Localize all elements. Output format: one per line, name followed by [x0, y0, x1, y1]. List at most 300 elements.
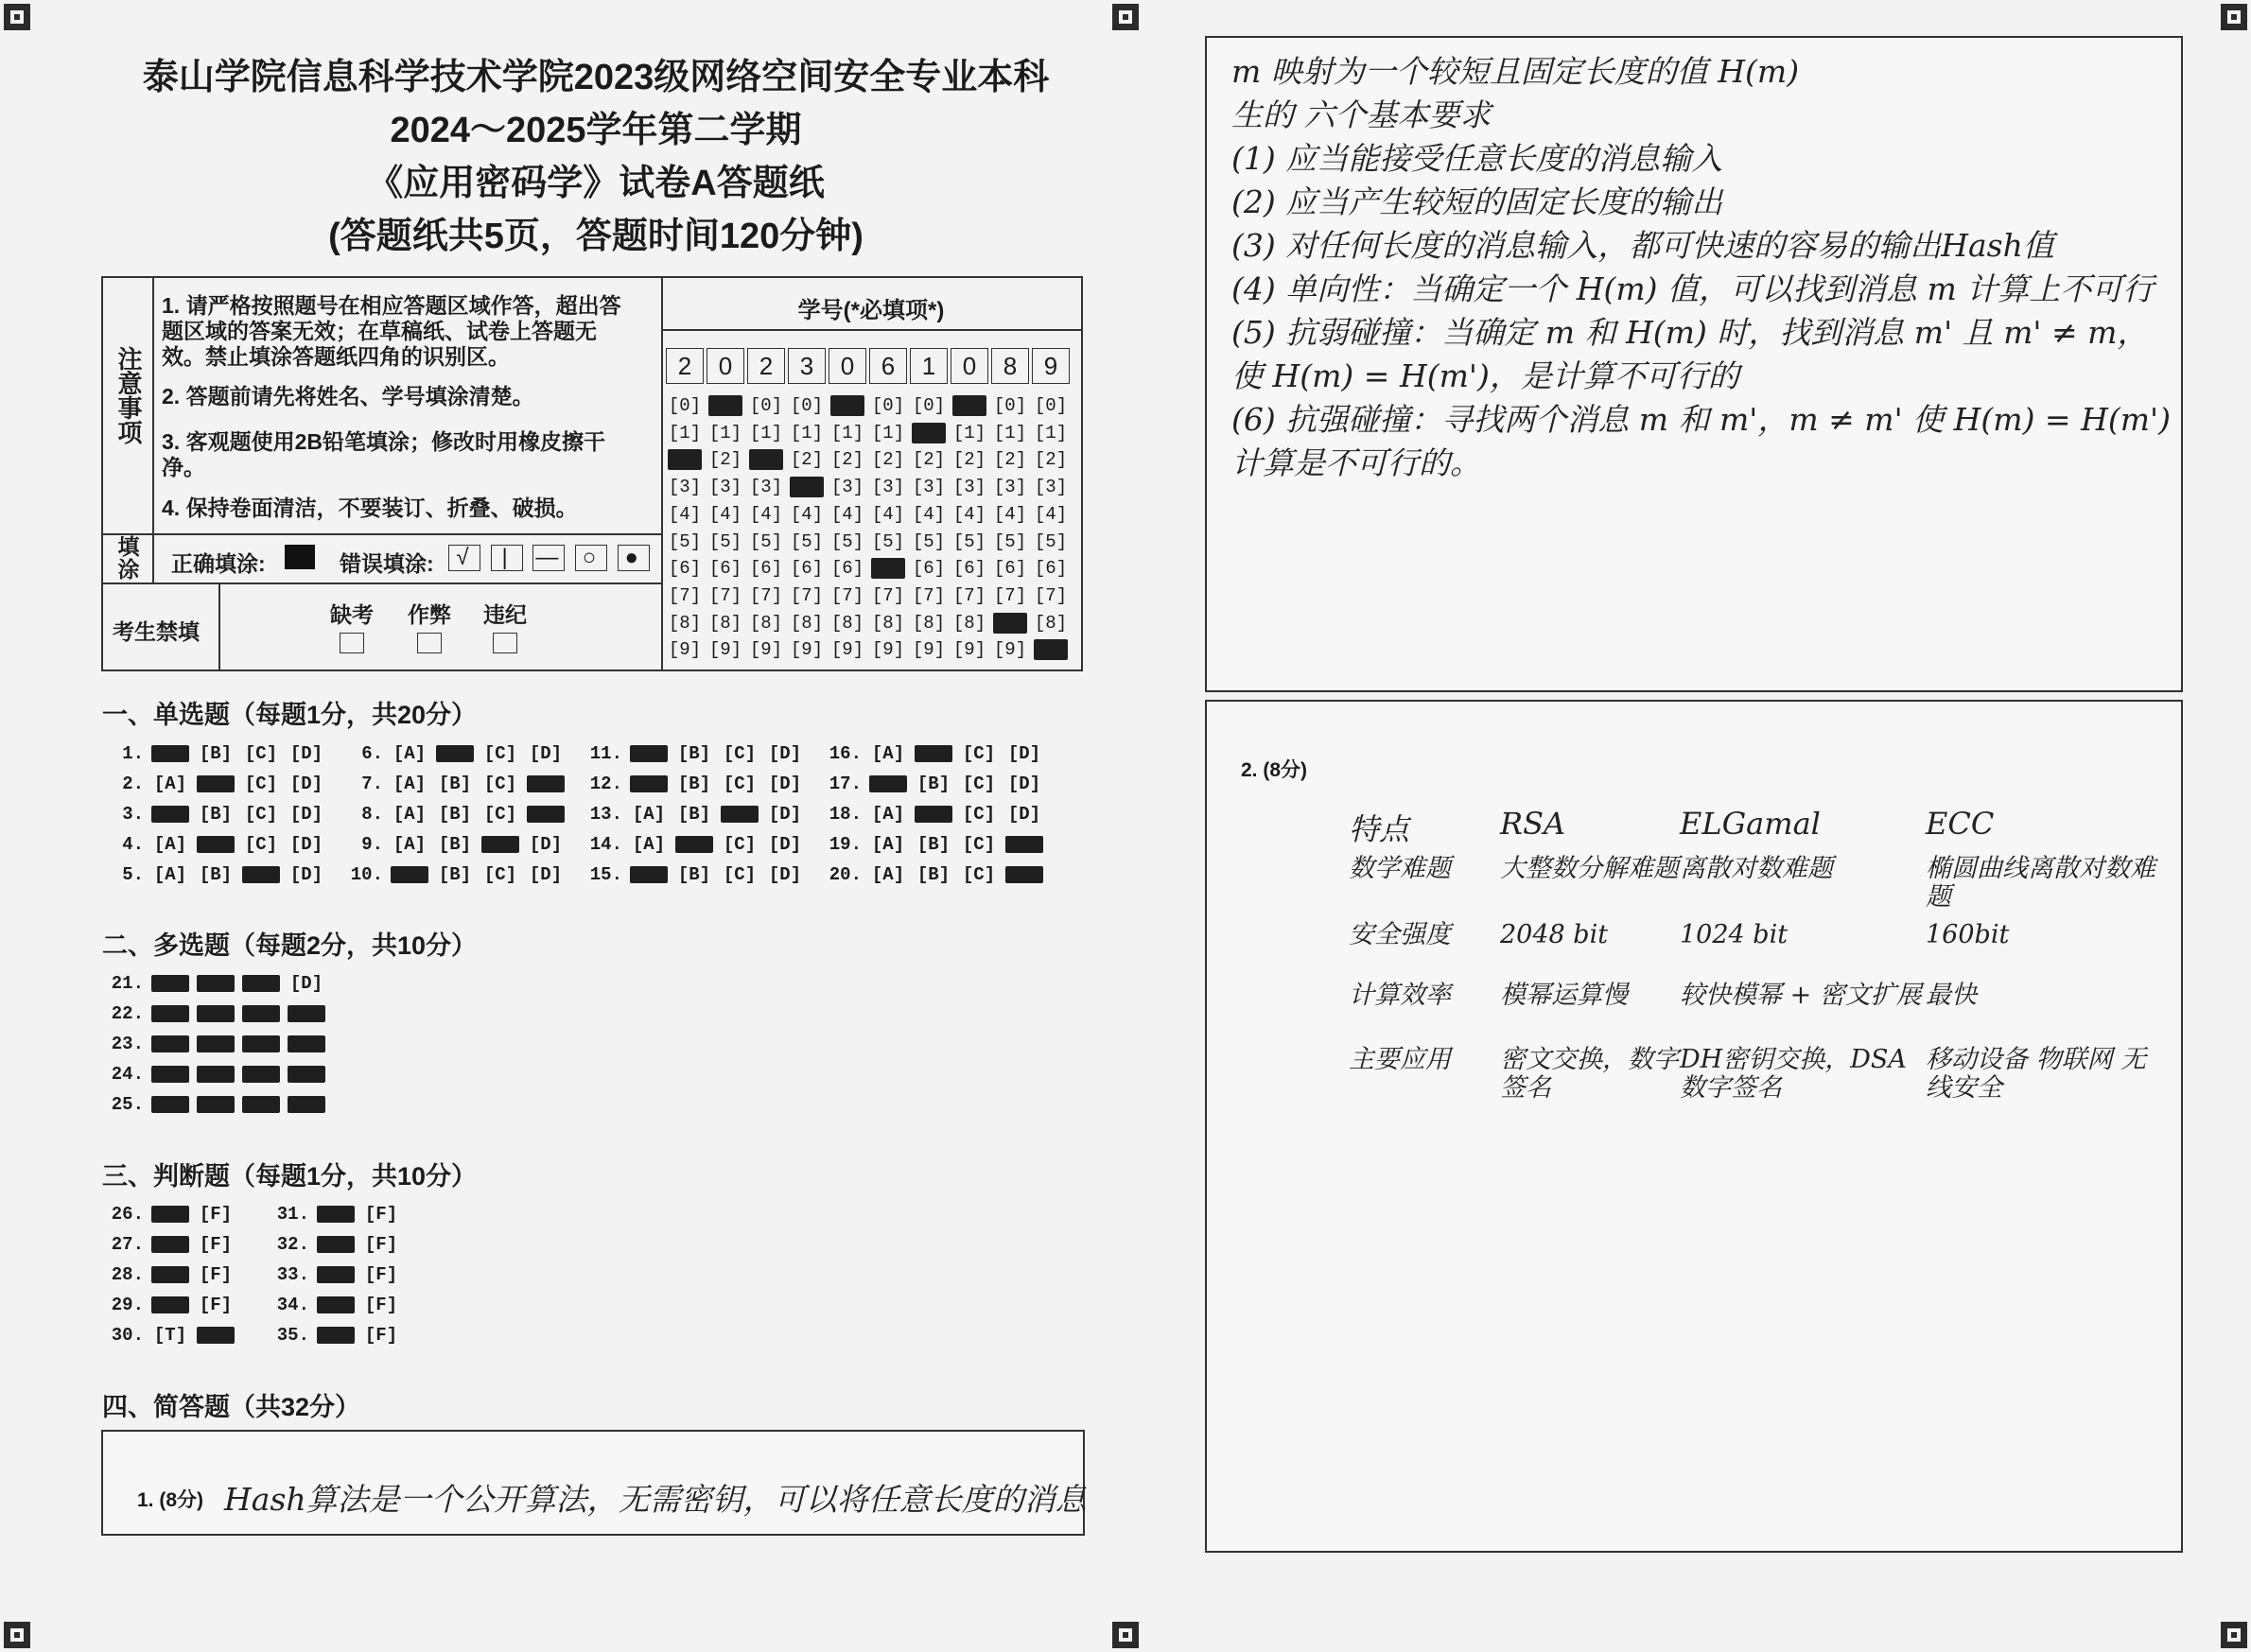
- answer-option-d[interactable]: [D]: [289, 804, 323, 825]
- student-id-bubble[interactable]: [5]: [993, 530, 1027, 552]
- table-cell: 模幂运算慢: [1500, 981, 1628, 1010]
- answer-option-a[interactable]: [A]: [153, 834, 187, 855]
- corner-mark-bottom-right: [2221, 1622, 2247, 1648]
- answer-option-d[interactable]: [D]: [289, 973, 323, 994]
- answer-option-f[interactable]: [F]: [364, 1325, 398, 1346]
- notice-item-4: 4. 保持卷面清洁，不要装订、折叠、破损。: [162, 496, 578, 520]
- student-id-bubble[interactable]: [4]: [952, 503, 986, 525]
- student-id-bubble[interactable]: [7]: [708, 584, 742, 606]
- question-number: 10.: [350, 864, 383, 885]
- student-id-bubble[interactable]: [7]: [790, 584, 824, 606]
- student-id-bubble[interactable]: [0]: [1034, 395, 1068, 416]
- student-id-bubble[interactable]: [6]: [952, 558, 986, 580]
- question-number: 15.: [589, 864, 622, 885]
- answer-option-b[interactable]: [B]: [438, 804, 472, 825]
- answer-option-c[interactable]: [C]: [483, 864, 517, 885]
- student-id-bubble[interactable]: [6]: [830, 558, 864, 580]
- answer-option-d[interactable]: [288, 1096, 325, 1113]
- answer-option-a[interactable]: [A]: [153, 774, 187, 794]
- wrong-fill-line-icon: |: [491, 545, 523, 571]
- wrong-fill-samples: [448, 545, 650, 571]
- answer-option-f[interactable]: [F]: [364, 1295, 398, 1315]
- student-id-bubble[interactable]: [8]: [1034, 612, 1068, 634]
- student-id-bubble[interactable]: [5]: [668, 530, 702, 552]
- answer-option-b[interactable]: [B]: [677, 804, 711, 825]
- answer-option-c[interactable]: [242, 975, 280, 992]
- student-id-digit-box: 3: [788, 348, 826, 384]
- student-id-bubble[interactable]: [1]: [830, 422, 864, 443]
- single-choice-question: [341, 742, 572, 765]
- answer-option-d[interactable]: [1005, 836, 1043, 853]
- handwritten-line: (3) 对任何长度的消息输入，都可快速的容易的输出Hash值: [1231, 227, 2054, 264]
- answer-option-a[interactable]: [A]: [871, 804, 905, 825]
- q1-label: 1. (8分): [137, 1489, 204, 1511]
- student-id-bubble[interactable]: [790, 477, 824, 497]
- answer-option-c[interactable]: [242, 1066, 280, 1083]
- answer-option-d[interactable]: [D]: [289, 774, 323, 794]
- answer-option-c[interactable]: [721, 806, 759, 823]
- answer-option-a[interactable]: [A]: [871, 834, 905, 855]
- student-id-bubble[interactable]: [7]: [871, 584, 905, 606]
- question-number: 26.: [111, 1204, 144, 1225]
- student-id-bubble[interactable]: [3]: [749, 477, 783, 498]
- student-id-bubble[interactable]: [4]: [912, 503, 946, 525]
- multi-choice-question: [102, 1002, 333, 1025]
- student-id-bubble[interactable]: [3]: [708, 477, 742, 498]
- q2-label: 2. (8分): [1241, 759, 1308, 781]
- answer-option-c[interactable]: [C]: [483, 804, 517, 825]
- student-id-bubble[interactable]: [9]: [952, 639, 986, 661]
- answer-option-c[interactable]: [C]: [723, 774, 757, 794]
- corner-mark-bottom-left: [4, 1622, 30, 1648]
- q1-answer-box[interactable]: [101, 1430, 1085, 1536]
- student-id-bubble[interactable]: [8]: [912, 612, 946, 634]
- student-id-bubble[interactable]: [9]: [871, 639, 905, 661]
- student-id-bubble[interactable]: [830, 395, 864, 416]
- student-id-bubble[interactable]: [5]: [871, 530, 905, 552]
- answer-option-c[interactable]: [242, 866, 280, 883]
- answer-option-d[interactable]: [D]: [1007, 804, 1041, 825]
- answer-option-b[interactable]: [197, 1096, 235, 1113]
- student-id-bubble[interactable]: [2]: [871, 449, 905, 471]
- table-cell: 2048 bit: [1500, 920, 1609, 949]
- student-id-bubble[interactable]: [0]: [912, 395, 946, 416]
- student-id-bubble[interactable]: [4]: [830, 503, 864, 525]
- student-id-bubble[interactable]: [5]: [952, 530, 986, 552]
- student-id-bubble[interactable]: [749, 449, 783, 470]
- answer-option-a[interactable]: [A]: [393, 774, 427, 794]
- answer-option-d[interactable]: [D]: [768, 804, 802, 825]
- answer-option-d[interactable]: [527, 806, 565, 823]
- answer-option-b[interactable]: [B]: [438, 834, 472, 855]
- answer-option-d[interactable]: [D]: [289, 864, 323, 885]
- answer-option-t[interactable]: [317, 1206, 355, 1223]
- answer-option-b[interactable]: [915, 806, 952, 823]
- student-id-digit-box: 0: [707, 348, 744, 384]
- answer-option-b[interactable]: [B]: [916, 774, 951, 794]
- answer-option-c[interactable]: [242, 1035, 280, 1052]
- student-id-bubble[interactable]: [1]: [993, 422, 1027, 443]
- student-id-bubble[interactable]: [9]: [749, 639, 783, 661]
- answer-option-a[interactable]: [151, 1005, 189, 1022]
- judge-question: [268, 1233, 408, 1256]
- question-number: 23.: [111, 1034, 144, 1054]
- student-id-bubble[interactable]: [9]: [668, 639, 702, 661]
- notice-item-1: 1. 请严格按照题号在相应答题区域作答，超出答题区域的答案无效；在草稿纸、试卷上答题无效。禁止填涂答题纸四角的识别区。: [162, 293, 621, 369]
- answer-option-a[interactable]: [630, 745, 668, 762]
- student-id-bubble[interactable]: [2]: [952, 449, 986, 471]
- student-id-bubble[interactable]: [0]: [993, 395, 1027, 416]
- student-id-bubble[interactable]: [1034, 639, 1068, 660]
- student-id-bubble[interactable]: [9]: [830, 639, 864, 661]
- answer-option-c[interactable]: [C]: [483, 743, 517, 764]
- student-id-bubble[interactable]: [6]: [1034, 558, 1068, 580]
- answer-option-d[interactable]: [D]: [1007, 774, 1041, 794]
- answer-option-f[interactable]: [F]: [199, 1264, 233, 1285]
- question-number: 32.: [276, 1234, 309, 1255]
- student-id-bubble[interactable]: [7]: [1034, 584, 1068, 606]
- answer-option-f[interactable]: [F]: [199, 1204, 233, 1225]
- answer-option-b[interactable]: [197, 775, 235, 792]
- answer-option-f[interactable]: [197, 1327, 235, 1344]
- answer-option-b[interactable]: [B]: [199, 804, 233, 825]
- answer-option-b[interactable]: [675, 836, 713, 853]
- student-id-bubble[interactable]: [8]: [830, 612, 864, 634]
- wrong-fill-circle-icon: ○: [575, 545, 607, 571]
- wrong-fill-dash-icon: —: [532, 545, 565, 571]
- single-choice-question: [581, 863, 811, 886]
- answer-option-b[interactable]: [197, 1066, 235, 1083]
- table-header-cell: RSA: [1500, 806, 1566, 842]
- answer-option-d[interactable]: [D]: [1007, 743, 1041, 764]
- student-id-bubble[interactable]: [1]: [749, 422, 783, 443]
- single-choice-question: [341, 773, 572, 795]
- student-id-bubble[interactable]: [1]: [708, 422, 742, 443]
- question-number: 12.: [589, 774, 622, 794]
- forbid-violation-label: 违纪: [483, 602, 527, 627]
- q1-answer-start: Hash算法是一个公开算法，无需密钥，可以将任意长度的消息: [224, 1481, 1087, 1518]
- answer-option-t[interactable]: [151, 1206, 189, 1223]
- answer-option-d[interactable]: [288, 1066, 325, 1083]
- student-id-bubble[interactable]: [0]: [790, 395, 824, 416]
- answer-option-f[interactable]: [F]: [364, 1234, 398, 1255]
- student-id-bubble[interactable]: [6]: [708, 558, 742, 580]
- answer-option-a[interactable]: [630, 775, 668, 792]
- student-id-bubble[interactable]: [2]: [790, 449, 824, 471]
- table-cell: 最快: [1926, 981, 1977, 1010]
- answer-option-b[interactable]: [B]: [677, 774, 711, 794]
- student-id-bubble[interactable]: [7]: [993, 584, 1027, 606]
- student-id-bubble[interactable]: [0]: [871, 395, 905, 416]
- table-header-cell: ELGamal: [1680, 806, 1821, 842]
- student-id-bubble[interactable]: [4]: [668, 503, 702, 525]
- student-id-bubble[interactable]: [952, 395, 986, 416]
- answer-option-c[interactable]: [C]: [723, 743, 757, 764]
- answer-option-c[interactable]: [C]: [962, 743, 996, 764]
- answer-option-d[interactable]: [D]: [529, 834, 563, 855]
- info-box: [101, 276, 1083, 671]
- student-id-bubble[interactable]: [5]: [708, 530, 742, 552]
- student-id-bubble[interactable]: [4]: [871, 503, 905, 525]
- student-id-bubble[interactable]: [3]: [952, 477, 986, 498]
- student-id-bubble[interactable]: [9]: [708, 639, 742, 661]
- student-id-bubble[interactable]: [3]: [993, 477, 1027, 498]
- student-id-bubble[interactable]: [8]: [790, 612, 824, 634]
- student-id-bubble[interactable]: [1]: [952, 422, 986, 443]
- student-id-bubble[interactable]: [4]: [1034, 503, 1068, 525]
- notice-label: 注意事项: [114, 346, 143, 444]
- answer-option-a[interactable]: [151, 806, 189, 823]
- corner-mark-top-left: [4, 4, 30, 30]
- question-number: 25.: [111, 1094, 144, 1115]
- table-cell: 椭圆曲线离散对数难题: [1926, 854, 2155, 912]
- answer-option-c[interactable]: [C]: [962, 774, 996, 794]
- question-number: 22.: [111, 1003, 144, 1024]
- answer-option-c[interactable]: [C]: [244, 804, 278, 825]
- student-id-digit-box: 2: [666, 348, 704, 384]
- single-choice-question: [581, 833, 811, 856]
- answer-option-d[interactable]: [D]: [768, 774, 802, 794]
- answer-option-d[interactable]: [D]: [289, 834, 323, 855]
- answer-option-c[interactable]: [242, 1005, 280, 1022]
- student-id-bubble[interactable]: [1]: [871, 422, 905, 443]
- answer-option-c[interactable]: [481, 836, 519, 853]
- answer-option-d[interactable]: [D]: [529, 864, 563, 885]
- section-judge-title: 三、判断题（每题1分，共10分）: [102, 1162, 478, 1191]
- answer-option-d[interactable]: [D]: [768, 864, 802, 885]
- answer-option-d[interactable]: [288, 1035, 325, 1052]
- answer-option-f[interactable]: [F]: [364, 1264, 398, 1285]
- answer-option-c[interactable]: [C]: [962, 804, 996, 825]
- answer-option-d[interactable]: [D]: [289, 743, 323, 764]
- student-id-bubble[interactable]: [3]: [871, 477, 905, 498]
- table-cell: 较快模幂 + 密文扩展: [1680, 981, 1922, 1010]
- answer-option-d[interactable]: [527, 775, 565, 792]
- single-choice-question: [102, 863, 333, 886]
- student-id-bubble[interactable]: [2]: [1034, 449, 1068, 471]
- answer-option-a[interactable]: [A]: [632, 834, 666, 855]
- single-choice-question: [102, 833, 333, 856]
- student-id-bubble[interactable]: [8]: [708, 612, 742, 634]
- answer-option-a[interactable]: [A]: [393, 834, 427, 855]
- answer-option-c[interactable]: [C]: [962, 864, 996, 885]
- table-cell: 密文交换，数字签名: [1500, 1045, 1679, 1103]
- student-id-bubble[interactable]: [6]: [790, 558, 824, 580]
- student-id-bubble[interactable]: [3]: [912, 477, 946, 498]
- answer-option-c[interactable]: [242, 1096, 280, 1113]
- student-id-bubble[interactable]: [8]: [749, 612, 783, 634]
- student-id-bubble[interactable]: [3]: [668, 477, 702, 498]
- student-id-digit-box: 0: [829, 348, 866, 384]
- student-id-bubble[interactable]: [5]: [912, 530, 946, 552]
- table-cell: 数学难题: [1349, 854, 1451, 883]
- answer-option-d[interactable]: [D]: [768, 743, 802, 764]
- answer-option-t[interactable]: [317, 1327, 355, 1344]
- answer-option-t[interactable]: [151, 1266, 189, 1283]
- single-choice-question: [820, 773, 1051, 795]
- single-choice-question: [102, 803, 333, 826]
- answer-option-c[interactable]: [C]: [723, 864, 757, 885]
- answer-option-a[interactable]: [151, 975, 189, 992]
- question-number: 20.: [829, 864, 862, 885]
- answer-option-b[interactable]: [436, 745, 474, 762]
- answer-option-b[interactable]: [197, 975, 235, 992]
- notice-item-3: 3. 客观题使用2B铅笔填涂；修改时用橡皮擦干净。: [162, 429, 605, 479]
- answer-option-a[interactable]: [A]: [153, 864, 187, 885]
- answer-option-t[interactable]: [151, 1296, 189, 1313]
- question-number: 1.: [122, 743, 144, 764]
- student-id-bubble[interactable]: [8]: [952, 612, 986, 634]
- student-id-bubble[interactable]: [2]: [830, 449, 864, 471]
- student-id-bubble[interactable]: [4]: [749, 503, 783, 525]
- judge-question: [102, 1324, 242, 1347]
- student-id-bubble[interactable]: [5]: [1034, 530, 1068, 552]
- student-id-bubble[interactable]: [1]: [668, 422, 702, 443]
- answer-option-c[interactable]: [C]: [483, 774, 517, 794]
- answer-option-a[interactable]: [A]: [393, 804, 427, 825]
- answer-option-a[interactable]: [151, 1066, 189, 1083]
- student-id-bubble[interactable]: [7]: [912, 584, 946, 606]
- student-id-bubble[interactable]: [6]: [993, 558, 1027, 580]
- answer-option-a[interactable]: [869, 775, 907, 792]
- student-id-bubble[interactable]: [7]: [749, 584, 783, 606]
- answer-option-b[interactable]: [B]: [677, 864, 711, 885]
- student-id-bubble[interactable]: [2]: [912, 449, 946, 471]
- answer-option-t[interactable]: [151, 1236, 189, 1253]
- student-id-bubble[interactable]: [4]: [708, 503, 742, 525]
- q1-continuation-box[interactable]: [1205, 36, 2183, 692]
- answer-option-b[interactable]: [197, 1005, 235, 1022]
- student-id-bubble[interactable]: [1]: [790, 422, 824, 443]
- header-line-4: (答题纸共5页，答题时间120分钟): [328, 217, 864, 256]
- forbid-cheat-checkbox[interactable]: [417, 633, 442, 653]
- answer-option-c[interactable]: [C]: [723, 834, 757, 855]
- answer-option-t[interactable]: [317, 1236, 355, 1253]
- answer-option-b[interactable]: [B]: [916, 864, 951, 885]
- answer-option-d[interactable]: [D]: [768, 834, 802, 855]
- student-id-bubble[interactable]: [871, 558, 905, 579]
- student-id-bubble[interactable]: [7]: [830, 584, 864, 606]
- forbid-absent-checkbox[interactable]: [340, 633, 364, 653]
- table-cell: 移动设备 物联网 无线安全: [1926, 1045, 2147, 1103]
- student-id-digit-box: 6: [869, 348, 907, 384]
- answer-option-a[interactable]: [151, 1035, 189, 1052]
- student-id-bubble[interactable]: [0]: [749, 395, 783, 416]
- answer-option-a[interactable]: [A]: [871, 743, 905, 764]
- student-id-bubble[interactable]: [2]: [708, 449, 742, 471]
- judge-question: [102, 1203, 242, 1226]
- answer-option-c[interactable]: [C]: [244, 774, 278, 794]
- student-id-bubble[interactable]: [3]: [830, 477, 864, 498]
- q2-answer-box[interactable]: [1205, 700, 2183, 1553]
- student-id-bubble[interactable]: [6]: [749, 558, 783, 580]
- header-line-1: 泰山学院信息科学技术学院2023级网络空间安全专业本科: [142, 58, 1050, 97]
- answer-option-f[interactable]: [F]: [364, 1204, 398, 1225]
- answer-option-a[interactable]: [151, 1096, 189, 1113]
- question-number: 30.: [111, 1325, 144, 1346]
- student-id-bubble[interactable]: [993, 613, 1027, 634]
- forbid-violation-checkbox[interactable]: [493, 633, 517, 653]
- answer-option-b[interactable]: [197, 1035, 235, 1052]
- judge-question: [268, 1294, 408, 1316]
- student-id-bubble[interactable]: [5]: [830, 530, 864, 552]
- answer-option-t[interactable]: [T]: [153, 1325, 187, 1346]
- question-number: 17.: [829, 774, 862, 794]
- multi-choice-question: [102, 1093, 333, 1116]
- student-id-bubble[interactable]: [1]: [1034, 422, 1068, 443]
- student-id-bubble[interactable]: [9]: [912, 639, 946, 661]
- answer-option-a[interactable]: [391, 866, 428, 883]
- table-cell: 1024 bit: [1680, 920, 1789, 949]
- question-number: 3.: [122, 804, 144, 825]
- answer-option-a[interactable]: [630, 866, 668, 883]
- student-id-bubble[interactable]: [912, 423, 946, 443]
- answer-option-b[interactable]: [B]: [199, 743, 233, 764]
- table-cell: 主要应用: [1349, 1045, 1451, 1074]
- answer-option-a[interactable]: [A]: [871, 864, 905, 885]
- answer-option-d[interactable]: [288, 1005, 325, 1022]
- answer-option-b[interactable]: [B]: [916, 834, 951, 855]
- table-cell: 离散对数难题: [1680, 854, 1833, 883]
- answer-option-b[interactable]: [B]: [438, 864, 472, 885]
- answer-option-b[interactable]: [B]: [199, 864, 233, 885]
- answer-option-c[interactable]: [C]: [244, 834, 278, 855]
- student-id-bubble[interactable]: [708, 395, 742, 416]
- student-id-bubble[interactable]: [8]: [871, 612, 905, 634]
- student-id-bubble[interactable]: [5]: [749, 530, 783, 552]
- table-cell: DH密钥交换，DSA数字签名: [1680, 1045, 1907, 1103]
- student-id-bubble[interactable]: [668, 449, 702, 470]
- answer-option-t[interactable]: [317, 1296, 355, 1313]
- handwritten-line: 计算是不可行的。: [1231, 444, 1481, 481]
- answer-option-f[interactable]: [F]: [199, 1295, 233, 1315]
- answer-option-b[interactable]: [915, 745, 952, 762]
- answer-option-a[interactable]: [151, 745, 189, 762]
- student-id-bubble[interactable]: [6]: [668, 558, 702, 580]
- student-id-bubble[interactable]: [9]: [790, 639, 824, 661]
- question-number: 11.: [589, 743, 622, 764]
- section-short-title: 四、简答题（共32分）: [102, 1393, 361, 1421]
- student-id-bubble[interactable]: [6]: [912, 558, 946, 580]
- student-id-bubble[interactable]: [9]: [993, 639, 1027, 661]
- question-number: 18.: [829, 804, 862, 825]
- student-id-bubble[interactable]: [5]: [790, 530, 824, 552]
- answer-option-a[interactable]: [A]: [393, 743, 427, 764]
- header-line-3: 《应用密码学》试卷A答题纸: [367, 164, 825, 203]
- handwritten-line: (5) 抗弱碰撞：当确定 m 和 H(m) 时，找到消息 m' 且 m' ≠ m，: [1231, 314, 2149, 351]
- student-id-bubble[interactable]: [2]: [993, 449, 1027, 471]
- answer-option-c[interactable]: [C]: [962, 834, 996, 855]
- answer-option-d[interactable]: [D]: [529, 743, 563, 764]
- student-id-bubble[interactable]: [7]: [952, 584, 986, 606]
- answer-option-a[interactable]: [A]: [632, 804, 666, 825]
- answer-option-c[interactable]: [C]: [244, 743, 278, 764]
- student-id-bubble[interactable]: [4]: [790, 503, 824, 525]
- student-id-bubble[interactable]: [7]: [668, 584, 702, 606]
- correct-fill-label: 正确填涂:: [171, 551, 266, 576]
- student-id-bubble[interactable]: [4]: [993, 503, 1027, 525]
- student-id-bubble[interactable]: [0]: [668, 395, 702, 416]
- answer-option-b[interactable]: [B]: [677, 743, 711, 764]
- student-id-bubble[interactable]: [8]: [668, 612, 702, 634]
- judge-question: [268, 1263, 408, 1286]
- answer-option-t[interactable]: [317, 1266, 355, 1283]
- answer-option-f[interactable]: [F]: [199, 1234, 233, 1255]
- student-id-bubble[interactable]: [3]: [1034, 477, 1068, 498]
- answer-option-d[interactable]: [1005, 866, 1043, 883]
- answer-option-b[interactable]: [197, 836, 235, 853]
- answer-option-b[interactable]: [B]: [438, 774, 472, 794]
